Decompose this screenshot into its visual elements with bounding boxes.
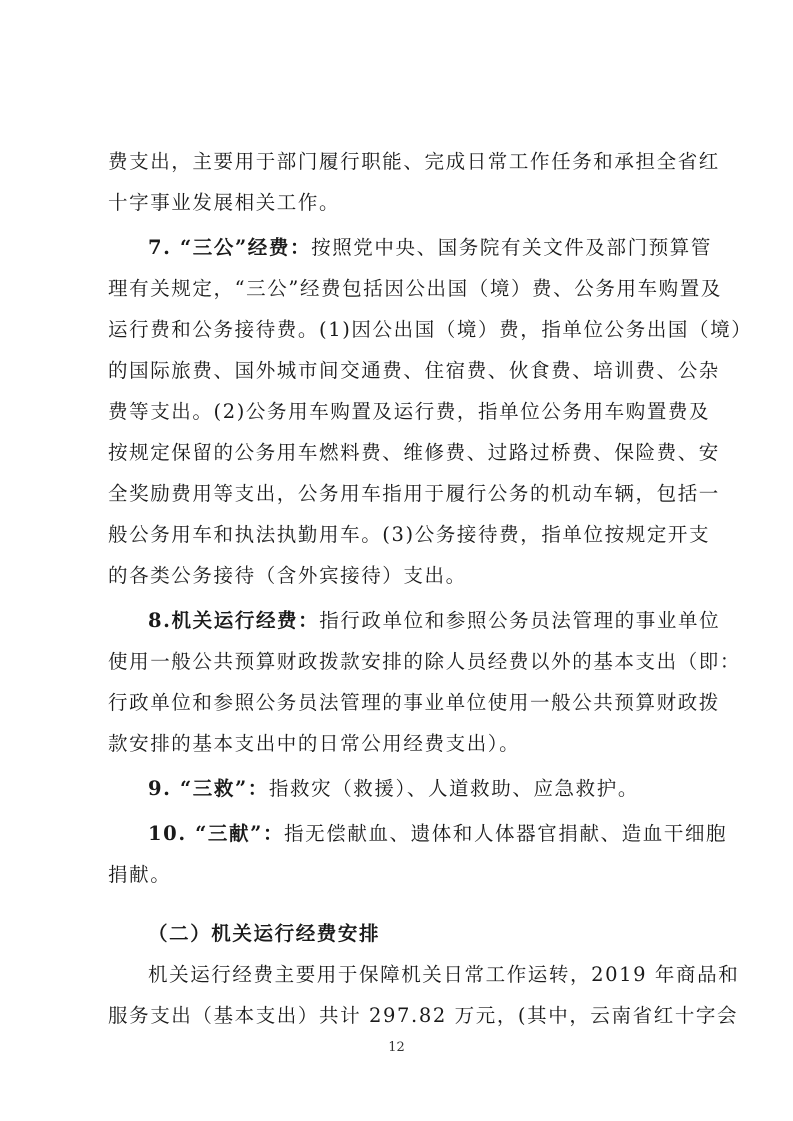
paragraph-line: 机关运行经费主要用于保障机关日常工作运转，2019 年商品和 — [148, 963, 740, 986]
paragraph-line: 费支出，主要用于部门履行职能、完成日常工作任务和承担全省红 — [108, 150, 720, 173]
paragraph-line: 的国际旅费、国外城市间交通费、住宿费、伙食费、培训费、公杂 — [108, 359, 720, 382]
definition-item-10 — [148, 822, 727, 846]
term-label: 10. “三献”： — [148, 822, 285, 845]
paragraph-line: 费等支出。(2)公务用车购置及运行费，指单位公务用车购置费及 — [108, 400, 711, 423]
paragraph-line: 理有关规定，“三公”经费包括因公出国（境）费、公务用车购置及 — [108, 277, 722, 300]
section-heading: （二）机关运行经费安排 — [148, 922, 381, 945]
paragraph-line: 十字事业发展相关工作。 — [108, 191, 341, 214]
paragraph-line: 按规定保留的公务用车燃料费、维修费、过路过桥费、保险费、安 — [108, 441, 720, 464]
definition-item-7 — [148, 236, 712, 260]
paragraph-line: 款安排的基本支出中的日常公用经费支出）。 — [108, 732, 521, 755]
paragraph-line: 服务支出（基本支出）共计 297.82 万元，(其中，云南省红十字会 — [108, 1004, 739, 1027]
definition-text: 指无偿献血、遗体和人体器官捐献、造血干细胞 — [284, 822, 728, 845]
paragraph-line: 运行费和公务接待费。(1)因公出国（境）费，指单位公务出国（境） — [108, 318, 753, 341]
term-label: 9. “三救”： — [148, 777, 269, 800]
paragraph-line: 捐献。 — [108, 863, 172, 886]
paragraph-line: 的各类公务接待（含外宾接待）支出。 — [108, 564, 467, 587]
term-label: 8.机关运行经费： — [148, 609, 320, 632]
definition-item-9 — [148, 777, 639, 801]
page-number: 12 — [388, 1040, 405, 1055]
definition-text: 按照党中央、国务院有关文件及部门预算管 — [311, 236, 712, 259]
term-label: 7. “三公”经费： — [148, 236, 312, 259]
paragraph-line: 使用一般公共预算财政拨款安排的除人员经费以外的基本支出（即： — [108, 650, 742, 673]
definition-item-8 — [148, 609, 720, 633]
definition-text: 指行政单位和参照公务员法管理的事业单位 — [319, 609, 721, 632]
paragraph-line: 行政单位和参照公务员法管理的事业单位使用一般公共预算财政拨 — [108, 691, 720, 714]
definition-text: 指救灾（救援）、人道救助、应急救护。 — [268, 777, 639, 800]
paragraph-line: 全奖励费用等支出，公务用车指用于履行公务的机动车辆，包括一 — [108, 482, 720, 505]
paragraph-line: 般公务用车和执法执勤用车。(3)公务接待费，指单位按规定开支 — [108, 523, 711, 546]
